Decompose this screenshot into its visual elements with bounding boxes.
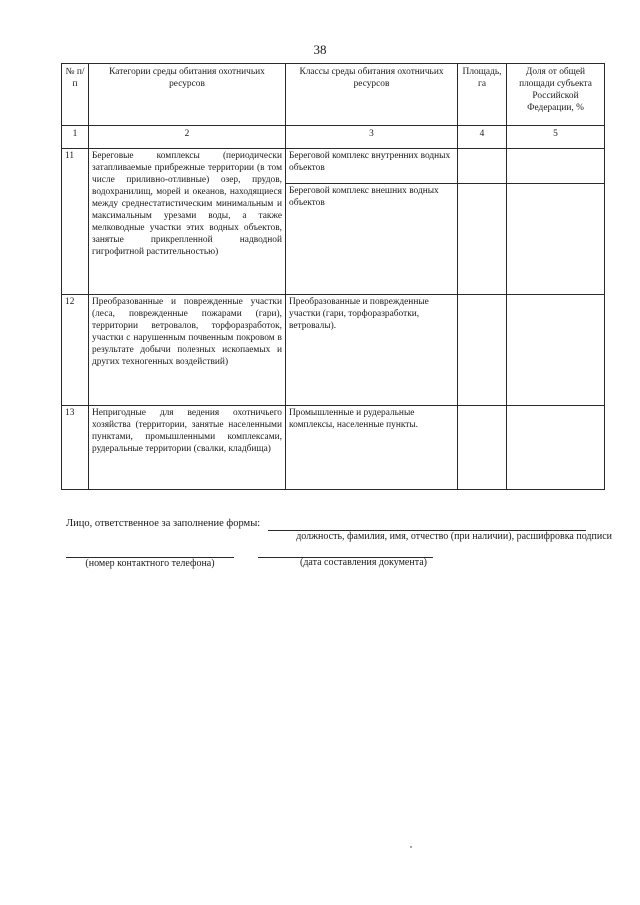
page-number: 38 bbox=[313, 42, 327, 57]
date-caption: (дата составления документа) bbox=[300, 557, 427, 568]
share-cell[interactable] bbox=[507, 295, 605, 406]
row-class: Береговой комплекс внешних водных объектов bbox=[286, 184, 458, 295]
scan-speck bbox=[410, 846, 412, 848]
header-index: № п/п bbox=[62, 64, 89, 126]
phone-caption: (номер контактного телефона) bbox=[85, 558, 215, 569]
area-cell[interactable] bbox=[458, 149, 507, 184]
column-number: 1 bbox=[62, 126, 89, 149]
row-category: Непригодные для ведения охотничьего хозяйства (территории, занятые населенными пунктами, промышленными комплексами, рудеральные территории (свалки, кладбища) bbox=[89, 406, 286, 490]
share-cell[interactable] bbox=[507, 184, 605, 295]
row-index: 11 bbox=[62, 149, 89, 295]
habitat-area-table bbox=[61, 63, 605, 490]
column-number: 5 bbox=[507, 126, 605, 149]
share-cell[interactable] bbox=[507, 406, 605, 490]
header-share: Доля от общей площади субъекта Российской Федерации, % bbox=[507, 64, 605, 126]
area-cell[interactable] bbox=[458, 184, 507, 295]
area-cell[interactable] bbox=[458, 406, 507, 490]
table-row bbox=[62, 149, 605, 184]
table-header-row bbox=[62, 64, 605, 126]
share-cell[interactable] bbox=[507, 149, 605, 184]
column-number: 4 bbox=[458, 126, 507, 149]
row-index: 12 bbox=[62, 295, 89, 406]
column-number: 3 bbox=[286, 126, 458, 149]
header-area: Площадь, га bbox=[458, 64, 507, 126]
header-category: Категории среды обитания охотничьих ресурсов bbox=[89, 64, 286, 126]
table-row bbox=[62, 406, 605, 490]
table-row bbox=[62, 295, 605, 406]
column-number: 2 bbox=[89, 126, 286, 149]
row-category: Береговые комплексы (периодически затапливаемые прибрежные территории (в том числе приливно-отливные) озер, прудов, водохранилищ, морей и океанов, находящиеся между среднестатистическим минимальным и максимальным урезами воды, а также мелководные участки этих водных объектов, занятые прикрепленной надводной гигрофитной растительностью) bbox=[89, 149, 286, 295]
responsible-signature-caption: должность, фамилия, имя, отчество (при наличии), расшифровка подписи bbox=[296, 531, 612, 542]
row-class: Преобразованные и поврежденные участки (гари, торфоразработки, ветровалы). bbox=[286, 295, 458, 406]
header-classes: Классы среды обитания охотничьих ресурсов bbox=[286, 64, 458, 126]
area-cell[interactable] bbox=[458, 295, 507, 406]
row-class: Береговой комплекс внутренних водных объектов bbox=[286, 149, 458, 184]
row-index: 13 bbox=[62, 406, 89, 490]
row-category: Преобразованные и поврежденные участки (леса, поврежденные пожарами (гари), территории ветровалов, торфоразработок, участки с нарушенным почвенным покровом в результате добычи полезных ископаемых и других техногенных воздействий) bbox=[89, 295, 286, 406]
responsible-person-label: Лицо, ответственное за заполнение формы: bbox=[66, 518, 261, 529]
row-class: Промышленные и рудеральные комплексы, населенные пункты. bbox=[286, 406, 458, 490]
column-number-row bbox=[62, 126, 605, 149]
